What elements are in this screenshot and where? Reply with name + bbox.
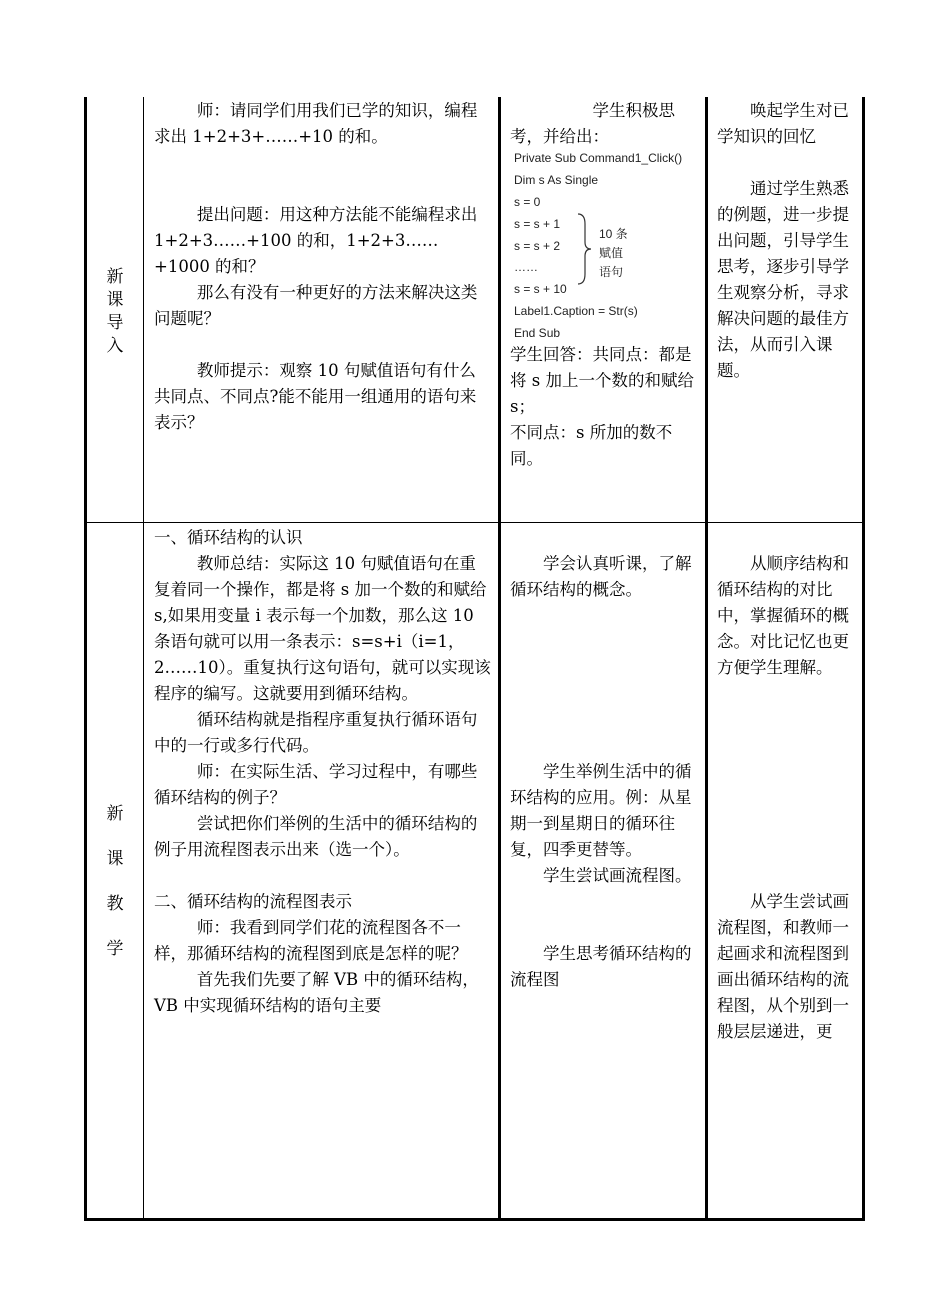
row2-student-activity (510, 551, 696, 993)
paragraph: 提出问题：用这种方法能不能编程求出 1+2+3……+100 的和，1+2+3……+1000 的和？ (154, 205, 478, 276)
code-line: …… (514, 260, 538, 274)
paragraph: 从学生尝试画流程图，和教师一起画求和流程图到画出循环结构的流程图，从个别到一般层层递进，更 (717, 892, 849, 1041)
table-border-bottom (84, 1218, 865, 1221)
row2-section-label (85, 792, 145, 972)
row1-teacher-activity (154, 98, 490, 436)
section-heading: 一、循环结构的认识 (154, 528, 303, 547)
paragraph: 教师提示：观察 10 句赋值语句有什么共同点、不同点?能不能用一组通用的语句来表示？ (154, 361, 477, 432)
paragraph: 唤起学生对已学知识的回忆 (717, 101, 849, 146)
table-border-right (862, 97, 865, 1221)
paragraph: 教师总结：实际这 10 句赋值语句在重复着同一个操作，都是将 s 加一个数的和赋给 s,如果用变量 i 表示每一个加数，那么这 10 条语句就可以用一条表示：s=s+i（i=1，2……10）。重复执行这句语句，就可以实现该程序的编写。这就要用到循环结构。 (154, 554, 491, 703)
code-line: s = s + 1 (514, 217, 561, 231)
brace-note (599, 225, 628, 282)
row1-label-char: 入 (106, 336, 124, 356)
row1-section-label (85, 266, 145, 358)
paragraph: 首先我们先要了解 VB 中的循环结构，VB 中实现循环结构的语句主要 (154, 970, 479, 1015)
paragraph: 学会认真听课，了解循环结构的概念。 (510, 554, 692, 599)
code-line: s = 0 (514, 195, 541, 209)
row2-label-char: 教 (106, 894, 124, 914)
paragraph: 学生举例生活中的循环结构的应用。例：从星期一到星期日的循环往复，四季更替等。 (510, 762, 692, 859)
paragraph: 师：在实际生活、学习过程中，有哪些循环结构的例子？ (154, 762, 478, 807)
paragraph: 尝试把你们举例的生活中的循环结构的例子用流程图表示出来（选一个）。 (154, 814, 478, 859)
column-divider-3 (705, 97, 708, 1221)
paragraph: 不同点：s 所加的数不同。 (510, 423, 673, 468)
paragraph: 通过学生熟悉的例题，进一步提出问题，引导学生思考，逐步引导学生观察分析，寻求解决问题的最佳方法，从而引入课题。 (717, 179, 849, 380)
paragraph: 学生回答：共同点：都是将 s 加上一个数的和赋给 s； (510, 345, 694, 416)
row1-student-answer (510, 342, 696, 472)
paragraph: 学生积极思考，并给出： (510, 101, 675, 146)
paragraph: 学生思考循环结构的流程图 (510, 944, 692, 989)
row1-label-char: 课 (106, 290, 124, 310)
row1-student-intro (510, 98, 696, 150)
code-line: s = s + 2 (514, 239, 561, 253)
brace-note-line: 语句 (599, 265, 624, 279)
code-line: End Sub (514, 326, 561, 340)
brace-note-line: 赋值 (599, 246, 624, 260)
row2-label-char: 新 (106, 804, 124, 824)
row1-label-char: 新 (106, 267, 124, 287)
column-divider-2 (498, 97, 501, 1221)
brace-note-line: 10 条 (599, 227, 628, 241)
paragraph: 从顺序结构和循环结构的对比中，掌握循环的概念。对比记忆也更方便学生理解。 (717, 554, 849, 677)
code-line: Private Sub Command1_Click() (514, 151, 683, 165)
code-line: Label1.Caption = Str(s) (514, 304, 638, 318)
section-heading: 二、循环结构的流程图表示 (154, 892, 352, 911)
paragraph: 师：我看到同学们花的流程图各不一样，那循环结构的流程图到底是怎样的呢？ (154, 918, 468, 963)
row1-label-char: 导 (106, 313, 124, 333)
row2-label-char: 课 (106, 849, 124, 869)
code-line: s = s + 10 (514, 282, 567, 296)
paragraph: 学生尝试画流程图。 (543, 866, 692, 885)
row1-purpose (717, 98, 857, 384)
row2-teacher-activity (154, 525, 492, 1019)
code-line: Dim s As Single (514, 173, 599, 187)
row2-purpose (717, 551, 857, 1045)
curly-brace-icon (576, 212, 592, 286)
paragraph: 那么有没有一种更好的方法来解决这类问题呢？ (154, 283, 478, 328)
paragraph: 师：请同学们用我们已学的知识，编程求出 1+2+3+……+10 的和。 (154, 101, 478, 146)
row2-label-char: 学 (106, 939, 124, 959)
paragraph: 循环结构就是指程序重复执行循环语句中的一行或多行代码。 (154, 710, 478, 755)
row-divider (84, 522, 865, 523)
